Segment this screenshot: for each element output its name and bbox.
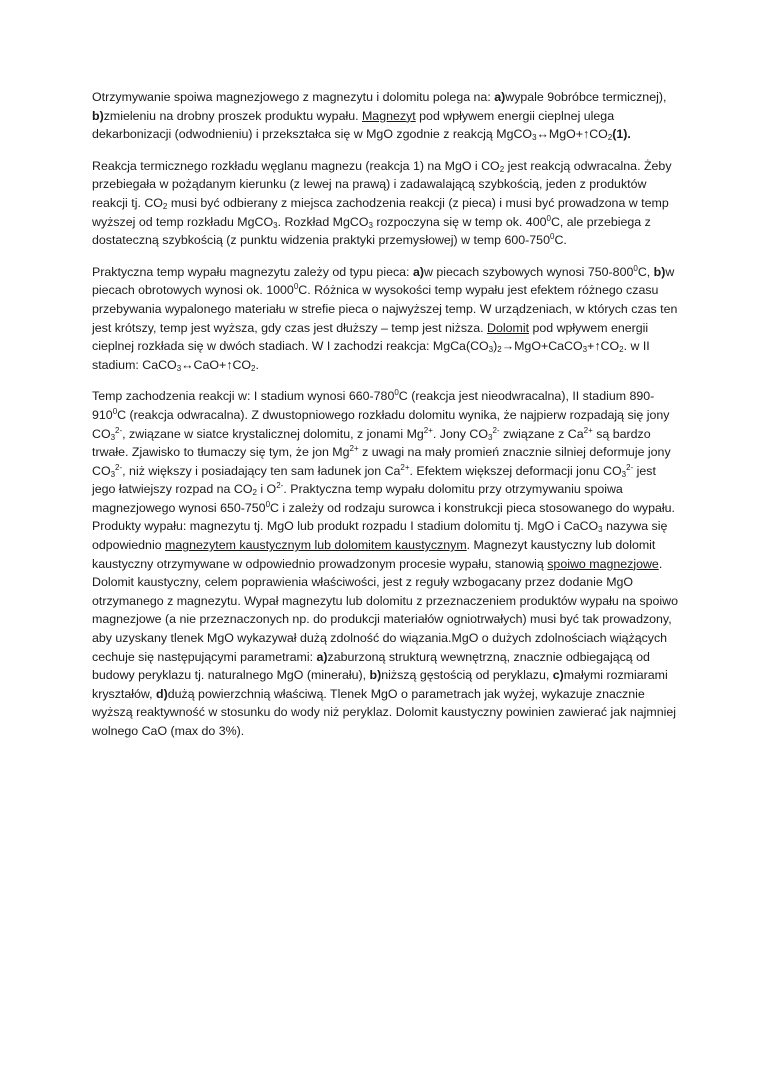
bold-marker: a) [316,649,328,664]
subscript: 2 [251,363,256,373]
subscript: 2 [252,488,257,498]
superscript: 2- [115,425,123,435]
paragraph-2 [92,157,682,250]
bold-marker: b) [653,264,666,279]
bold-marker: a) [494,90,506,104]
subscript: 3 [110,469,116,479]
text-run: C, [637,264,654,279]
subscript: 2 [607,133,613,143]
superscript: 0 [633,263,638,273]
superscript: 0 [293,282,299,292]
text-run: . Dolomit kaustyczny, celem poprawienia właściwości, jest z reguły wzbogacany przez dodanie MgO otrzymanego z magnezytu. Wypał magnezytu lub dolomitu z przeznaczeniem produktów wypału na spoiwo magnezjowe (a nie przeznaczonych np. do produkcji materiałów ogniotrwałych) musi być tak prowadzony, aby uzyskany tlenek MgO wykazywał dużą zdolność do wiązania.MgO o dużych zdolnościach wiążących cechuje się następującymi parametrami: [92,556,678,664]
text-run: jest reakcją odwracalna. Żeby przebiegała w pożądanym kierunku (z lewej na prawą) i zadawalającą szybkością, jeden z produktów reakcji tj. CO [92,158,672,210]
text-run: Temp zachodzenia reakcji w: I stadium wynosi 660-780 [92,389,395,404]
text-run: pod wpływem energii cieplnej rozkłada się w dwóch stadiach. W I zachodzi reakcja: MgCa(CO [92,320,649,354]
text-run: Otrzymywanie spoiwa magnezjowego z magnezytu i dolomitu polega na: [92,90,495,104]
paragraph-4 [92,387,682,740]
underlined-term: spoiwo magnezjowe [547,556,659,571]
text-run: zaburzoną strukturą wewnętrzną, znacznie odbiegającą od budowy peryklazu tj. naturalnego MgO (minerału), [92,649,650,683]
superscript: 2- [276,481,284,491]
bold-marker: a) [412,264,424,279]
text-run: z uwagi na mały promień znacznie silniej deformuje jony CO [92,445,671,478]
subscript: 3 [368,220,373,230]
superscript: 0 [549,232,555,242]
text-run: niższą gęstością od peryklazu, [381,668,553,683]
underlined-term: Dolomit [487,320,530,335]
text-run: . Jony CO [432,426,489,441]
text-run: ) [493,339,498,354]
text-run: ↔MgO+↑CO [536,127,608,142]
subscript: 2 [497,345,502,355]
subscript: 3 [582,345,588,355]
text-run: C. Różnica w wysokości temp wypału jest efektem różnego czasu przebywania wypalonego materiału w strefie pieca o najwyższej temp. W urządzeniach, w których czas ten jest krótszy, temp jest wyższa, gdy czas jest dłuższy – temp jest niższa. [92,283,678,335]
superscript: 2+ [423,425,433,435]
subscript: 3 [110,432,116,442]
subscript: 2 [619,345,624,355]
superscript: 2+ [349,444,359,454]
text-run: w piecach obrotowych wynosi ok. 1000 [92,264,675,298]
bold-marker: b) [92,108,104,123]
underlined-term: Magnezyt [361,108,416,123]
text-run: w piecach szybowych wynosi 750-800 [423,264,634,279]
superscript: 2+ [583,425,593,435]
underlined-term: magnezytem kaustycznym lub dolomitem kaustycznym [165,538,467,553]
bold-marker: (1). [612,127,631,142]
superscript: 2- [492,425,500,435]
subscript: 3 [488,345,494,355]
text-run: , związane w siatce krystalicznej dolomitu, z jonami Mg [122,426,424,441]
subscript: 3 [621,469,627,479]
superscript: 0 [546,213,551,223]
text-run: . Praktyczna temp wypału dolomitu przy otrzymywaniu spoiwa magnezjowego wynosi 650-750 [92,482,623,515]
text-run: C (reakcja odwracalna). Z dwustopniowego rozkładu dolomitu wynika, że najpierw rozpadają się jony CO [92,407,670,441]
text-run: pod wpływem energii cieplnej ulega dekarbonizacji (odwodnieniu) i przekształca się w MgO zgodnie z reakcją MgCO [92,108,615,142]
text-run: . Efektem większej deformacji jonu CO [409,463,622,478]
subscript: 2 [499,164,505,174]
text-run: . Rozkład MgCO [277,214,369,229]
bold-marker: d) [156,686,168,701]
subscript: 3 [273,220,278,230]
text-run: . w II stadium: CaCO [92,339,650,372]
text-run: Reakcja termicznego rozkładu węglanu magnezu (reakcja 1) na MgO i CO [92,158,500,173]
text-run: C (reakcja jest nieodwracalna), II stadium 890-910 [92,389,655,422]
subscript: 3 [488,432,493,442]
text-run: rozpoczyna się w temp ok. 400 [372,214,547,229]
subscript: 3 [598,525,603,535]
subscript: 3 [532,133,537,143]
paragraph-1 [92,88,682,144]
text-run: C i zależy od rodzaju surowca i konstrukcji pieca stosowanego do wypału. Produkty wypału: magnezytu tj. MgO lub produkt rozpadu I stadium dolomitu tj. MgO i CaCO [92,500,675,534]
text-run: C. [554,233,567,248]
superscript: 2- [626,462,634,472]
text-run: , niż większy i posiadający ten sam ładunek jon Ca [122,463,401,478]
text-run: i O [256,482,277,497]
text-run: związane z Ca [499,426,584,441]
superscript: 0 [394,388,399,398]
text-run: wypale 9obróbce termicznej), [505,90,667,104]
text-run: . Magnezyt kaustyczny lub dolomit kaustyczny otrzymywane w odpowiednio prowadzonym procesie wypału, stanowią [92,538,656,571]
paragraph-3 [92,263,682,375]
text-run: C, ale przebiega z dostateczną szybkością (z punktu widzenia praktyki przemysłowej) w temp 600-750 [92,214,651,248]
subscript: 3 [176,363,182,373]
text-run: jest jego łatwiejszy rozpad na CO [92,463,656,497]
text-run: →MgO+CaCO [501,339,583,354]
text-run: małymi rozmiarami kryształów, [92,668,668,701]
superscript: 0 [112,406,118,416]
text-run: musi być odbierany z miejsca zachodzenia reakcji (z pieca) i musi być prowadzona w temp wyższej od temp rozkładu MgCO [92,195,669,229]
text-run: . [255,357,259,372]
bold-marker: b) [369,668,382,683]
text-run: ↔CaO+↑CO [181,357,252,372]
document-body [92,88,682,754]
subscript: 2 [162,201,168,211]
text-run: nazywa się odpowiednio [92,519,668,553]
text-run: dużą powierzchnią właściwą. Tlenek MgO o parametrach jak wyżej, wykazuje znacznie wyższą reaktywność w stosunku do wody niż peryklaz. Dolomit kaustyczny powinien zawierać jak najmniej wolnego CaO (max do 3%). [92,686,676,738]
superscript: 0 [265,499,271,509]
bold-marker: c) [552,668,564,683]
text-run: +↑CO [587,339,620,354]
text-run: zmieleniu na drobny proszek produktu wypału. [103,108,362,123]
text-run: są bardzo trwałe. Zjawisko to tłumaczy się tym, że jon Mg [92,426,651,460]
superscript: 2- [115,462,123,472]
superscript: 2+ [400,462,410,472]
text-run: Praktyczna temp wypału magnezytu zależy od typu pieca: [92,264,413,279]
